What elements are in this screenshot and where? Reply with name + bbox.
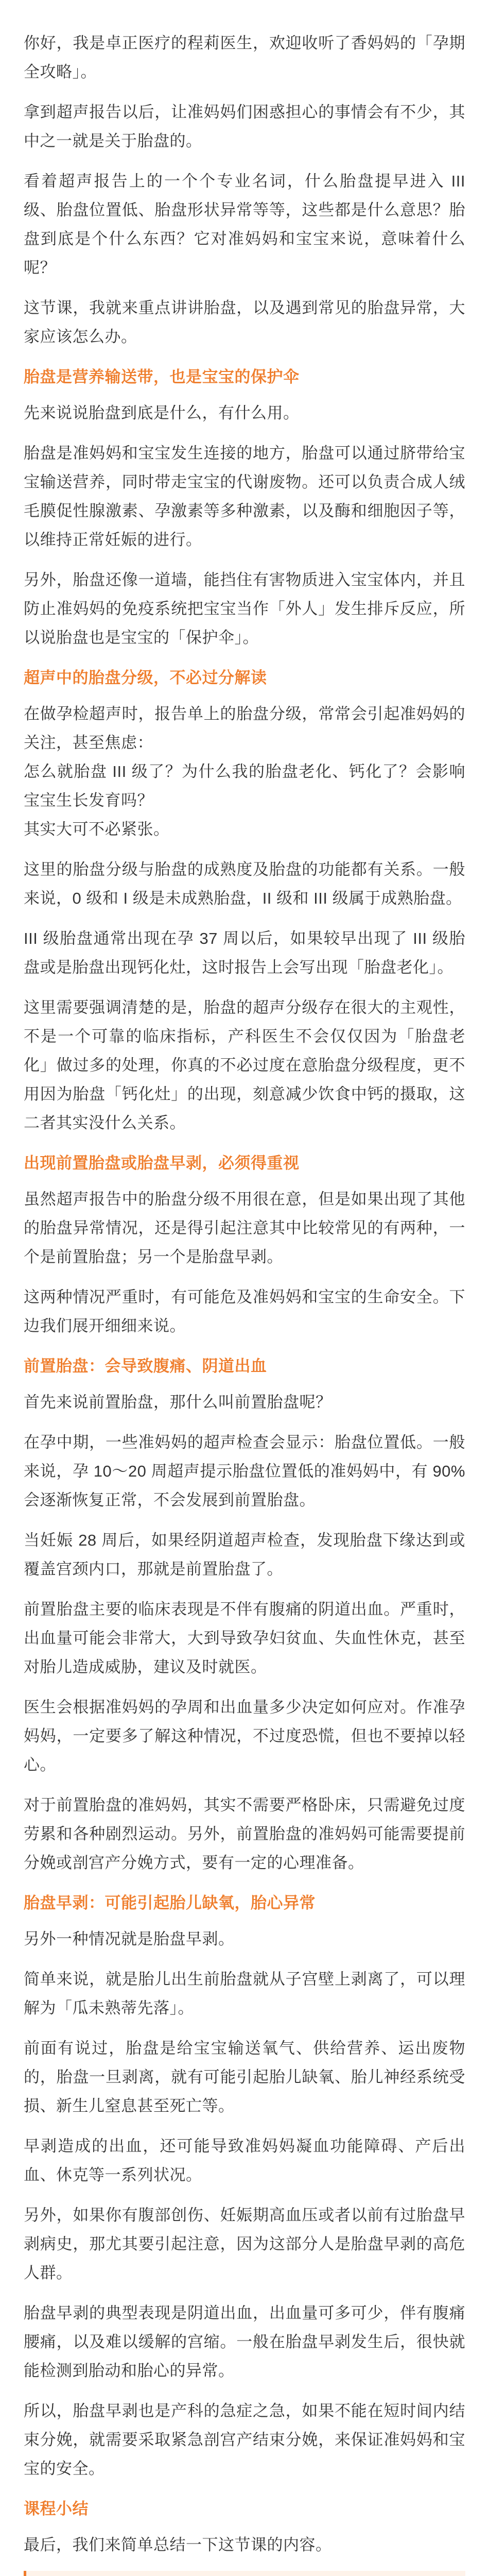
body-paragraph: 在孕中期，一些准妈妈的超声检查会显示：胎盘位置低。一般来说，孕 10～20 周超声提示胎盘位置低的准妈妈中，有 90% 会逐渐恢复正常，不会发展到前置胎盘。 — [24, 1433, 465, 1509]
summary-box — [24, 2571, 465, 2576]
intro-paragraph: 这节课，我就来重点讲讲胎盘，以及遇到常见的胎盘异常，大家应该怎么办。 — [24, 299, 465, 346]
body-paragraph: 对于前置胎盘的准妈妈，其实不需要严格卧床，只需避免过度劳累和各种剧烈运动。另外，前置胎盘的准妈妈可能需要提前分娩或剖宫产分娩方式，要有一定的心理准备。 — [24, 1796, 465, 1872]
body-paragraph: 另外，如果你有腹部创伤、妊娠期高血压或者以前有过胎盘早剥病史，那尤其要引起注意，因为这部分人是胎盘早剥的高危人群。 — [24, 2206, 465, 2282]
body-paragraph: 前置胎盘主要的临床表现是不伴有腹痛的阴道出血。严重时，出血量可能会非常大，大到导致孕妇贫血、失血性休克，甚至对胎儿造成威胁，建议及时就医。 — [24, 1600, 465, 1676]
section-heading: 课程小结 — [24, 2500, 89, 2518]
body-paragraph: 所以，胎盘早剥也是产科的急症之急，如果不能在短时间内结束分娩，就需要采取紧急剖宫产结束分娩，来保证准妈妈和宝宝的安全。 — [24, 2402, 465, 2478]
body-paragraph: 另外一种情况就是胎盘早剥。 — [24, 1930, 235, 1948]
body-paragraph: 怎么就胎盘 III 级了？为什么我的胎盘老化、钙化了？会影响宝宝生长发育吗？ — [24, 762, 465, 809]
body-paragraph: 另外，胎盘还像一道墙，能挡住有害物质进入宝宝体内，并且防止准妈妈的免疫系统把宝宝当作「外人」发生排斥反应，所以说胎盘也是宝宝的「保护伞」。 — [24, 571, 465, 647]
section-heading: 出现前置胎盘或胎盘早剥，必须得重视 — [24, 1154, 300, 1172]
body-paragraph: 这两种情况严重时，有可能危及准妈妈和宝宝的生命安全。下边我们展开细细来说。 — [24, 1288, 465, 1335]
section-heading: 前置胎盘：会导致腹痛、阴道出血 — [24, 1357, 267, 1375]
body-paragraph: 简单来说，就是胎儿出生前胎盘就从子宫壁上剥离了，可以理解为「瓜未熟蒂先落」。 — [24, 1970, 465, 2017]
section-placental-abruption — [24, 1889, 465, 2483]
body-paragraph: III 级胎盘通常出现在孕 37 周以后，如果较早出现了 III 级胎盘或是胎盘出现钙化灶，这时报告上会写出现「胎盘老化」。 — [24, 929, 465, 976]
body-paragraph: 这里的胎盘分级与胎盘的成熟度及胎盘的功能都有关系。一般来说，0 级和 I 级是未成熟胎盘，II 级和 III 级属于成熟胎盘。 — [24, 860, 465, 907]
body-paragraph: 早剥造成的出血，还可能导致准妈妈凝血功能障碍、产后出血、休克等一系列状况。 — [24, 2137, 465, 2184]
section-heading: 胎盘是营养输送带，也是宝宝的保护伞 — [24, 368, 300, 386]
section-placenta-grading — [24, 664, 465, 1138]
section-placenta-previa — [24, 1352, 465, 1877]
body-paragraph: 虽然超声报告中的胎盘分级不用很在意，但是如果出现了其他的胎盘异常情况，还是得引起注意其中比较常见的有两种，一个是前置胎盘；另一个是胎盘早剥。 — [24, 1190, 465, 1266]
section-heading: 超声中的胎盘分级，不必过分解读 — [24, 669, 267, 687]
intro-paragraph: 看着超声报告上的一个个专业名词，什么胎盘提早进入 III 级、胎盘位置低、胎盘形状异常等等，这些都是什么意思？胎盘到底是个什么东西？它对准妈妈和宝宝来说，意味着什么呢？ — [24, 172, 465, 277]
intro-paragraph: 拿到超声报告以后，让准妈妈们困惑担心的事情会有不少，其中之一就是关于胎盘的。 — [24, 103, 465, 150]
body-paragraph: 首先来说前置胎盘，那什么叫前置胎盘呢？ — [24, 1393, 332, 1411]
body-paragraph: 最后，我们来简单总结一下这节课的内容。 — [24, 2536, 332, 2554]
body-paragraph: 胎盘是准妈妈和宝宝发生连接的地方，胎盘可以通过脐带给宝宝输送营养，同时带走宝宝的代谢废物。还可以负责合成人绒毛膜促性腺激素、孕激素等多种激素，以及酶和细胞因子等，以维持正常妊娠的进行。 — [24, 444, 465, 549]
body-paragraph: 当妊娠 28 周后，如果经阴道超声检查，发现胎盘下缘达到或覆盖宫颈内口，那就是前置胎盘了。 — [24, 1531, 465, 1578]
body-paragraph: 这里需要强调清楚的是，胎盘的超声分级存在很大的主观性，不是一个可靠的临床指标，产科医生不会仅仅因为「胎盘老化」做过多的处理，你真的不必过度在意胎盘分级程度，更不用因为胎盘「钙化灶」的出现，刻意减少饮食中钙的摄取，这二者其实没什么关系。 — [24, 998, 465, 1132]
body-paragraph: 在做孕检超声时，报告单上的胎盘分级，常常会引起准妈妈的关注，甚至焦虑： — [24, 705, 465, 752]
intro-paragraph: 你好，我是卓正医疗的程莉医生，欢迎收听了香妈妈的「孕期全攻略」。 — [24, 34, 465, 81]
section-abnormal-placenta — [24, 1149, 465, 1341]
body-paragraph: 前面有说过，胎盘是给宝宝输送氧气、供给营养、运出废物的，胎盘一旦剥离，就有可能引起胎儿缺氧、胎儿神经系统受损、新生儿窒息甚至死亡等。 — [24, 2039, 465, 2115]
section-summary — [24, 2495, 465, 2576]
body-paragraph: 医生会根据准妈妈的孕周和出血量多少决定如何应对。作准孕妈妈，一定要多了解这种情况，不过度恐慌，但也不要掉以轻心。 — [24, 1698, 465, 1774]
body-paragraph: 先来说说胎盘到底是什么，有什么用。 — [24, 404, 300, 422]
section-placenta-function — [24, 363, 465, 652]
body-paragraph: 其实大可不必紧张。 — [24, 820, 170, 838]
section-heading: 胎盘早剥：可能引起胎儿缺氧，胎心异常 — [24, 1894, 316, 1912]
intro-section — [24, 29, 465, 351]
body-paragraph: 胎盘早剥的典型表现是阴道出血，出血量可多可少，伴有腹痛腰痛，以及难以缓解的宫缩。一般在胎盘早剥发生后，很快就能检测到胎动和胎心的异常。 — [24, 2304, 465, 2380]
